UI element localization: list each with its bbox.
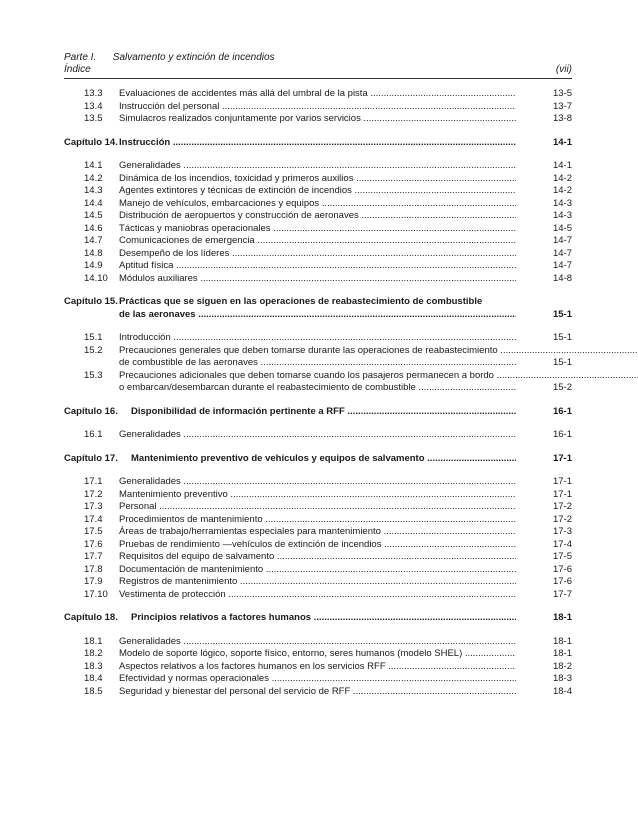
toc-entry[interactable]: 13.5 Simulacros realizados conjuntamente por varios servicios ..... 13-8 xyxy=(64,113,572,126)
part-title: Salvamento y extinción de incendios xyxy=(112,52,275,63)
toc-entry-cont[interactable]: o embarcan/desembarcan durante el reabastecimiento de combustible ..... 15-2 xyxy=(64,382,572,395)
toc-entry[interactable]: 14.10 Módulos auxiliares ..... 14-8 xyxy=(64,273,572,286)
chapter-heading-15-cont[interactable]: de las aeronaves ..... 15-1 xyxy=(64,309,572,322)
chapter-heading-14[interactable]: Capítulo 14. Instrucción ..... 14-1 xyxy=(64,137,572,150)
toc-entry[interactable]: 14.8 Desempeño de los líderes ..... 14-7 xyxy=(64,248,572,261)
toc-entry[interactable]: 17.2 Mantenimiento preventivo ..... 17-1 xyxy=(64,489,572,502)
toc-entry[interactable]: 17.3 Personal ..... 17-2 xyxy=(64,501,572,514)
toc-entry[interactable]: 14.1 Generalidades ..... 14-1 xyxy=(64,160,572,173)
part-label: Parte I. xyxy=(64,52,97,63)
toc-entry[interactable]: 14.2 Dinámica de los incendios, toxicidad y primeros auxilios ..... 14-2 xyxy=(64,173,572,186)
chapter-heading-16[interactable]: Capítulo 16. Disponibilidad de información pertinente a RFF ..... 16-1 xyxy=(64,406,572,419)
table-of-contents xyxy=(64,88,572,698)
toc-entry[interactable]: 15.2 Precauciones generales que deben tomarse durante las operaciones de reabastecimiento ..... xyxy=(64,345,572,358)
toc-entry[interactable]: 14.3 Agentes extintores y técnicas de extinción de incendios ..... 14-2 xyxy=(64,185,572,198)
entry-text-line1: Precauciones adicionales que deben tomarse cuando los pasajeros permanecen a bordo ..... xyxy=(119,370,516,383)
toc-entry[interactable]: 13.4 Instrucción del personal ..... 13-7 xyxy=(64,101,572,114)
toc-entry[interactable]: 17.4 Procedimientos de mantenimiento ..... 17-2 xyxy=(64,514,572,527)
toc-entry[interactable]: 18.1 Generalidades ..... 18-1 xyxy=(64,636,572,649)
page-number: (vii) xyxy=(555,64,572,75)
toc-entry[interactable]: 18.4 Efectividad y normas operacionales ..... 18-3 xyxy=(64,673,572,686)
toc-entry[interactable]: 14.6 Tácticas y maniobras operacionales ..... 14-5 xyxy=(64,223,572,236)
toc-entry[interactable]: 18.2 Modelo de soporte lógico, soporte físico, entorno, seres humanos (modelo SHEL) ..... 18-1 xyxy=(64,648,572,661)
chapter-heading-17[interactable]: Capítulo 17. Mantenimiento preventivo de vehículos y equipos de salvamento ..... 17-1 xyxy=(64,453,572,466)
entry-text-line1: Precauciones generales que deben tomarse durante las operaciones de reabastecimiento ..... xyxy=(119,345,516,358)
header-rule xyxy=(64,78,572,79)
toc-entry-cont[interactable]: de combustible de las aeronaves ..... 15-1 xyxy=(64,357,572,370)
toc-entry[interactable]: 14.7 Comunicaciones de emergencia ..... 14-7 xyxy=(64,235,572,248)
toc-entry[interactable]: 16.1 Generalidades ..... 16-1 xyxy=(64,429,572,442)
toc-entry[interactable]: 18.3 Aspectos relativos a los factores humanos en los servicios RFF ..... 18-2 xyxy=(64,661,572,674)
toc-entry[interactable]: 17.5 Áreas de trabajo/herramientas especiales para mantenimiento ..... 17-3 xyxy=(64,526,572,539)
toc-entry[interactable]: 14.9 Aptitud física ..... 14-7 xyxy=(64,260,572,273)
toc-entry[interactable]: 15.3 Precauciones adicionales que deben tomarse cuando los pasajeros permanecen a bordo ..... xyxy=(64,370,572,383)
chapter-heading-15[interactable]: Capítulo 15. Prácticas que se siguen en las operaciones de reabastecimiento de combustible xyxy=(64,296,483,307)
toc-entry[interactable]: 15.1 Introducción ..... 15-1 xyxy=(64,332,572,345)
toc-entry[interactable]: 17.10 Vestimenta de protección ..... 17-7 xyxy=(64,589,572,602)
toc-entry[interactable]: 17.6 Pruebas de rendimiento —vehículos de extinción de incendios ..... 17-4 xyxy=(64,539,572,552)
toc-entry[interactable]: 14.4 Manejo de vehículos, embarcaciones y equipos ..... 14-3 xyxy=(64,198,572,211)
running-header-part xyxy=(64,52,275,63)
toc-entry[interactable]: 17.1 Generalidades ..... 17-1 xyxy=(64,476,572,489)
toc-entry[interactable]: 18.5 Seguridad y bienestar del personal del servicio de RFF ..... 18-4 xyxy=(64,686,572,699)
toc-entry[interactable]: 17.9 Registros de mantenimiento ..... 17-6 xyxy=(64,576,572,589)
index-label: Índice xyxy=(64,64,91,75)
toc-entry[interactable]: 14.5 Distribución de aeropuertos y construcción de aeronaves ..... 14-3 xyxy=(64,210,572,223)
toc-entry[interactable]: 17.8 Documentación de mantenimiento ..... 17-6 xyxy=(64,564,572,577)
toc-entry[interactable]: 13.3 Evaluaciones de accidentes más allá del umbral de la pista ..... 13-5 xyxy=(64,88,572,101)
toc-entry[interactable]: 17.7 Requisitos del equipo de salvamento ..... 17-5 xyxy=(64,551,572,564)
chapter-heading-18[interactable]: Capítulo 18. Principios relativos a factores humanos ..... 18-1 xyxy=(64,612,572,625)
